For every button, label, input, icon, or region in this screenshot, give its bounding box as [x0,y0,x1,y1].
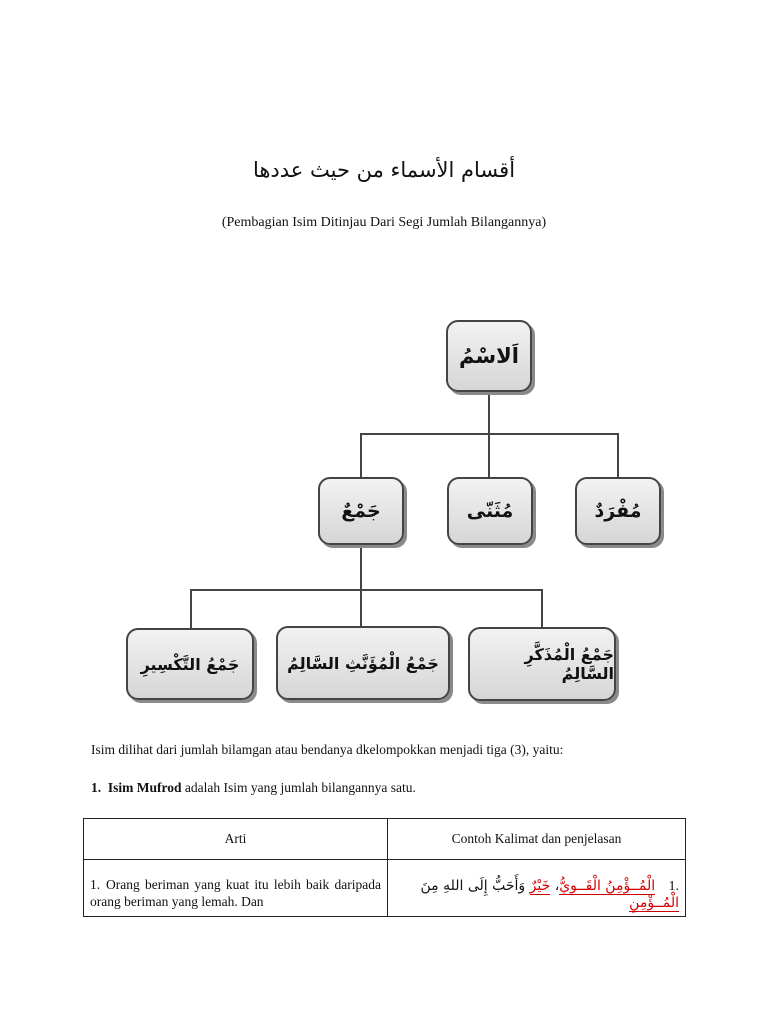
node-jam-taksir: جَمْعُ التَّكْسِيرِ [126,628,254,700]
level2-drop-jam [360,433,362,477]
level2-drop-mutsanna [488,433,490,477]
node-isim: اَلاسْمُ [446,320,532,392]
level3-drop-mudzakkar [541,589,543,629]
root-connector [488,390,490,434]
cell-arti [84,860,388,917]
table-header-row [84,819,686,860]
node-jam-muannats-salim: جَمْعُ الْمُؤَنَّثِ السَّالِمُ [276,626,450,700]
cell-contoh [388,860,686,917]
highlight-mumin-qawiy: الْمُــؤْمِنُ الْقَــوِيُّ [559,878,656,894]
arabic-comma: ، [550,878,560,894]
table-row [84,860,686,917]
document-title: أقسام الأسماء من حيث عددها [252,158,516,182]
row-number: 1. [90,877,101,892]
node-mufrad: مُفْرَدٌ [575,477,661,545]
node-jam-mudzakkar-salim: جَمْعُ الْمُذَكَّرِ السَّالِمُ [468,627,616,701]
list-item-isim-mufrod [91,780,416,796]
item-number: 1. [91,780,102,795]
example-table [83,818,686,917]
column-header-arti: Arti [84,819,388,860]
node-jam: جَمْعٌ [318,477,404,545]
highlight-mumin: الْمُــؤْمِنِ [629,895,679,911]
arti-text: Orang beriman yang kuat itu lebih baik daripada orang beriman yang lemah. Dan [90,877,381,909]
level3-drop-muannats [360,589,362,629]
item-description: adalah Isim yang jumlah bilangannya satu. [181,780,416,795]
item-term: Isim Mufrod [107,780,182,795]
highlight-khair: خَيْرٌ [529,878,551,894]
isim-classification-diagram [0,300,768,720]
level3-bar [190,589,542,591]
document-subtitle: (Pembagian Isim Ditinjau Dari Segi Jumlah Bilangannya) [221,215,547,230]
jam-connector [360,540,362,590]
column-header-contoh: Contoh Kalimat dan penjelasan [388,819,686,860]
arabic-middle-text: وَأَحَبُّ إِلَى اللهِ مِنَ [420,878,530,894]
level2-drop-mufrad [617,433,619,477]
level3-drop-taksir [190,589,192,629]
arabic-example-number: .1 [668,879,679,894]
node-mutsanna: مُثَنّى [447,477,533,545]
intro-paragraph: Isim dilihat dari jumlah bilamgan atau bendanya dkelompokkan menjadi tiga (3), yaitu: [91,742,564,757]
